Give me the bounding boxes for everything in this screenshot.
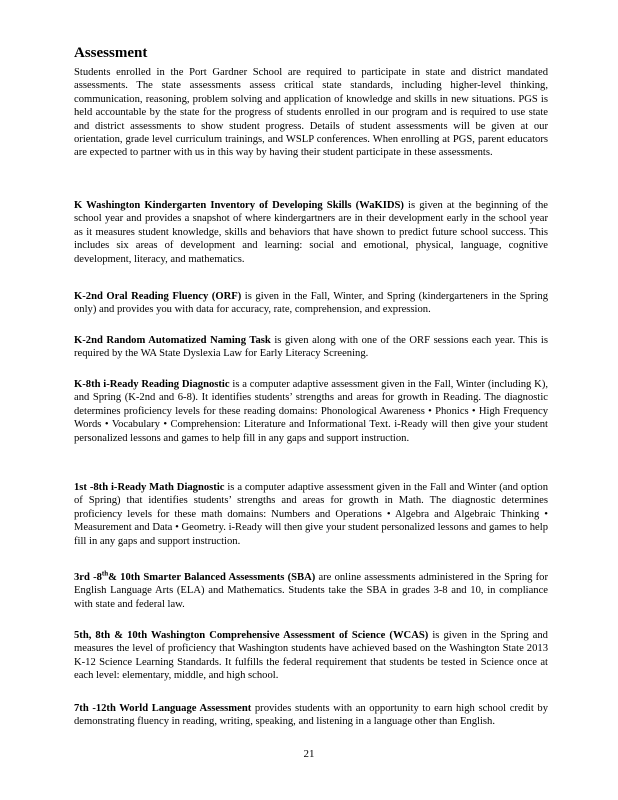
intro-paragraph: Students enrolled in the Port Gardner School are required to participate in state and district mandated assessments. The state assessments assess critical state standards, including higher-level thinking, communication, reasoning, problem solving and application of knowledge and skills in new situations. PGS is held accountable by the state for the progress of students enrolled in our program and is required to use state and district assessments to show student progress. Details of student assessments will be given at our orientation, grade level curriculum trainings, and WSLP conferences. When enrolling at PGS, parent educators are expected to partner with us in this way by having their student participate in these assessments.: [74, 67, 548, 159]
ran-text: is given along with one of the ORF sessions each year. This is required by the WA State Dyslexia Law for Early Literacy Screening.: [74, 335, 548, 360]
orf-title: K-2nd Oral Reading Fluency (ORF): [74, 291, 242, 302]
wcas-title: 5th, 8th & 10th Washington Comprehensive Assessment of Science (WCAS): [74, 630, 429, 641]
wla-paragraph: [74, 702, 548, 729]
sba-title-part2: & 10th Smarter Balanced Assessments (SBA): [108, 572, 316, 583]
wakids-text: is given at the beginning of the school year and provides a snapshot of where kindergartners are in their development early in the school year as it measures student knowledge, skills and behaviors that have shown to predict future school success. This includes six areas of development and learning: social and emotional, physical, language, cognitive development, literacy, and mathematics.: [74, 200, 548, 265]
sba-title: [74, 569, 316, 583]
wla-text: provides students with an opportunity to earn high school credit by demonstrating fluency in reading, writing, speaking, and listening in a language other than English.: [74, 703, 549, 728]
wakids-paragraph: [74, 199, 548, 266]
iready-reading-paragraph: [74, 378, 548, 445]
orf-paragraph: [74, 290, 548, 317]
iready-math-text: is a computer adaptive assessment given in the Fall and Winter (and option of Spring) that identifies students’ strengths and areas for growth in Math. The diagnostic determines proficiency levels for these math domains: Numbers and Operations • Algebra and Algebraic Thinking • Measurement and Data • Geometry. i-Ready will then give your student personalized lessons and games to help fill in any gaps and support instruction.: [74, 482, 548, 547]
wcas-text: is given in the Spring and measures the level of proficiency that Washington students have achieved based on the Washington State 2013 K-12 Science Learning Standards. It fulfills the federal requirement that students be tested in Science once at each level: elementary, middle, and high school.: [74, 630, 548, 682]
iready-math-title: 1st -8th i-Ready Math Diagnostic: [74, 482, 225, 493]
sba-text: are online assessments administered in the Spring for English Language Arts (ELA) and Mathematics. Students take the SBA in grades 3-8 and 10, in compliance with state and federal law.: [74, 572, 548, 610]
iready-math-paragraph: [74, 481, 548, 548]
iready-reading-text: is a computer adaptive assessment given in the Fall, Winter (including K), and Spring (K-2nd and 6-8). It identifies students’ strengths and areas for growth in Reading. The diagnostic determines proficiency levels for these reading domains: Phonological Awareness • Phonics • High Frequency Words • Vocabulary • Comprehension: Literature and Informational Text. i-Ready will then give your student personalized lessons and games to help fill in any gaps and support instruction.: [74, 379, 548, 444]
wla-title: 7th -12th World Language Assessment: [74, 703, 252, 714]
orf-text: is given in the Fall, Winter, and Spring (kindergarteners in the Spring only) and provides you with data for accuracy, rate, comprehension, and expression.: [74, 291, 548, 316]
sba-title-superscript: th: [101, 569, 109, 578]
wakids-title: K Washington Kindergarten Inventory of Developing Skills (WaKIDS): [74, 200, 404, 211]
iready-reading-title: K-8th i-Ready Reading Diagnostic: [74, 379, 230, 390]
ran-title: K-2nd Random Automatized Naming Task: [74, 335, 271, 346]
page-heading: Assessment: [74, 45, 148, 61]
page-number: 21: [303, 748, 315, 760]
sba-paragraph: [74, 571, 548, 611]
ran-paragraph: [74, 334, 548, 361]
sba-title-part1: 3rd -8: [74, 572, 102, 583]
wcas-paragraph: [74, 629, 548, 683]
